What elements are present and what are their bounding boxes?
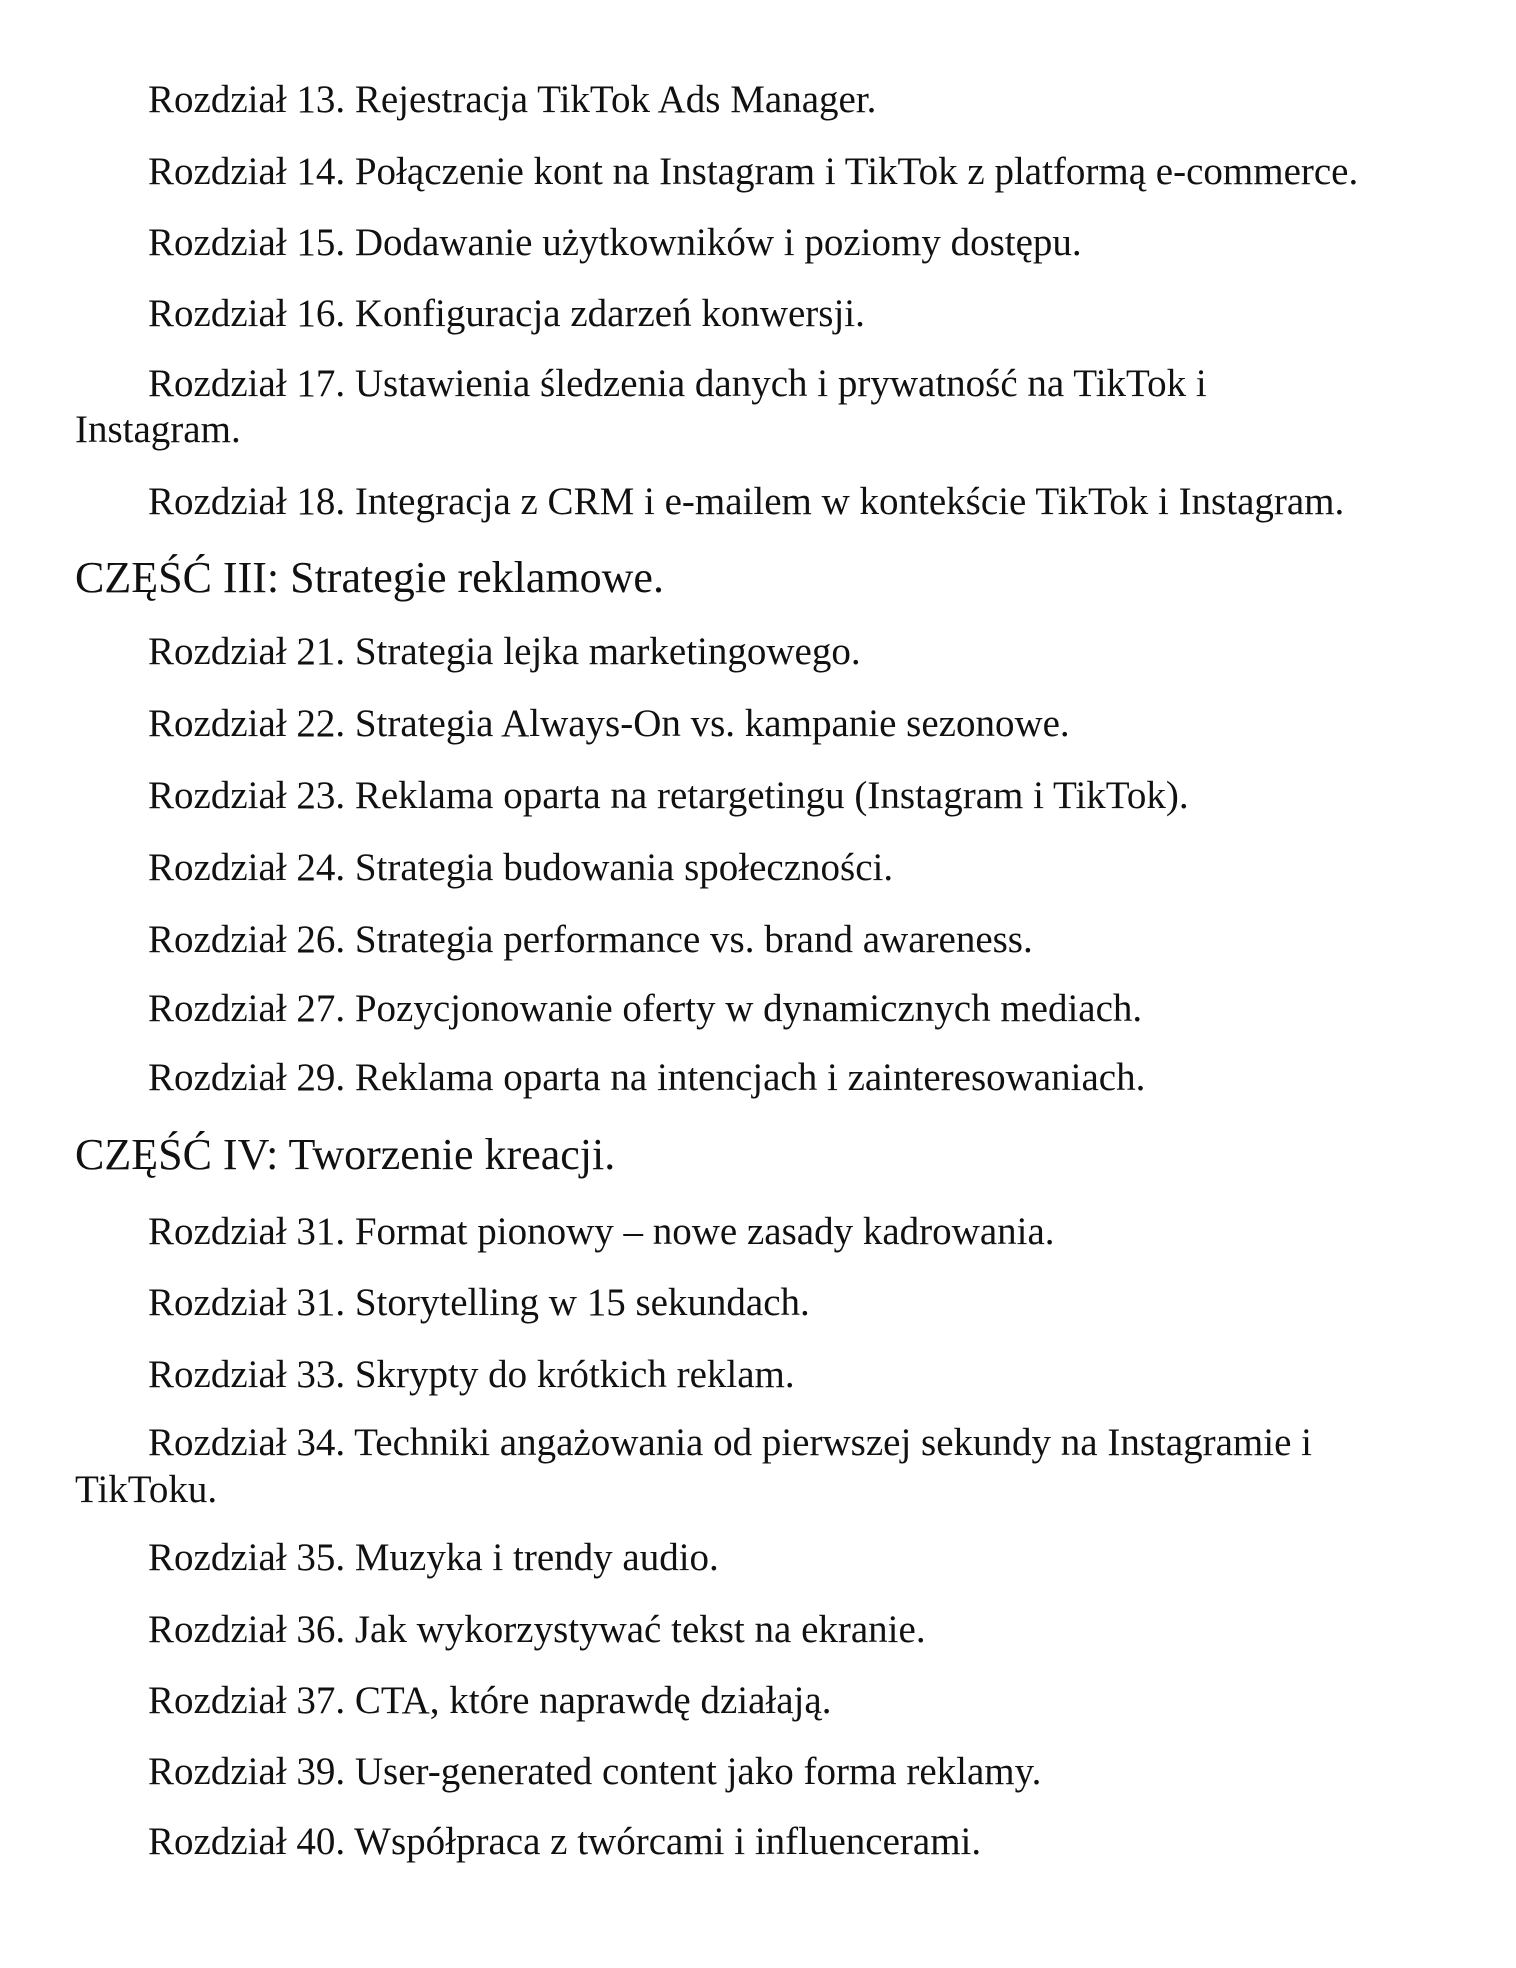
chapter-entry-continuation: TikToku. <box>75 1468 218 1511</box>
chapter-entry: Rozdział 40. Współpraca z twórcami i influencerami. <box>148 1820 982 1863</box>
chapter-entry: Rozdział 29. Reklama oparta na intencjach i zainteresowaniach. <box>148 1056 1146 1099</box>
chapter-entry: Rozdział 37. CTA, które naprawdę działają. <box>148 1679 832 1722</box>
chapter-entry: Rozdział 21. Strategia lejka marketingowego. <box>148 630 861 673</box>
chapter-entry: Rozdział 22. Strategia Always-On vs. kampanie sezonowe. <box>148 702 1070 745</box>
chapter-entry: Rozdział 14. Połączenie kont na Instagram i TikTok z platformą e-commerce. <box>148 150 1359 193</box>
chapter-entry: Rozdział 15. Dodawanie użytkowników i poziomy dostępu. <box>148 221 1082 264</box>
chapter-entry: Rozdział 18. Integracja z CRM i e-mailem w kontekście TikTok i Instagram. <box>148 480 1345 523</box>
chapter-entry: Rozdział 17. Ustawienia śledzenia danych i prywatność na TikTok i <box>148 362 1207 405</box>
part-heading: CZĘŚĆ IV: Tworzenie kreacji. <box>75 1130 616 1179</box>
chapter-entry: Rozdział 27. Pozycjonowanie oferty w dynamicznych mediach. <box>148 987 1143 1030</box>
chapter-entry: Rozdział 33. Skrypty do krótkich reklam. <box>148 1353 795 1396</box>
chapter-entry: Rozdział 34. Techniki angażowania od pierwszej sekundy na Instagramie i <box>148 1421 1313 1464</box>
chapter-entry: Rozdział 31. Storytelling w 15 sekundach. <box>148 1281 810 1324</box>
chapter-entry: Rozdział 26. Strategia performance vs. brand awareness. <box>148 918 1033 961</box>
chapter-entry-continuation: Instagram. <box>75 408 241 451</box>
chapter-entry: Rozdział 24. Strategia budowania społeczności. <box>148 846 894 889</box>
chapter-entry: Rozdział 39. User-generated content jako forma reklamy. <box>148 1750 1042 1793</box>
chapter-entry: Rozdział 13. Rejestracja TikTok Ads Manager. <box>148 78 877 121</box>
chapter-entry: Rozdział 36. Jak wykorzystywać tekst na ekranie. <box>148 1608 926 1651</box>
chapter-entry: Rozdział 23. Reklama oparta na retargetingu (Instagram i TikTok). <box>148 774 1189 817</box>
chapter-entry: Rozdział 31. Format pionowy – nowe zasady kadrowania. <box>148 1210 1055 1253</box>
part-heading: CZĘŚĆ III: Strategie reklamowe. <box>75 553 664 602</box>
chapter-entry: Rozdział 35. Muzyka i trendy audio. <box>148 1536 719 1579</box>
chapter-entry: Rozdział 16. Konfiguracja zdarzeń konwersji. <box>148 292 865 335</box>
